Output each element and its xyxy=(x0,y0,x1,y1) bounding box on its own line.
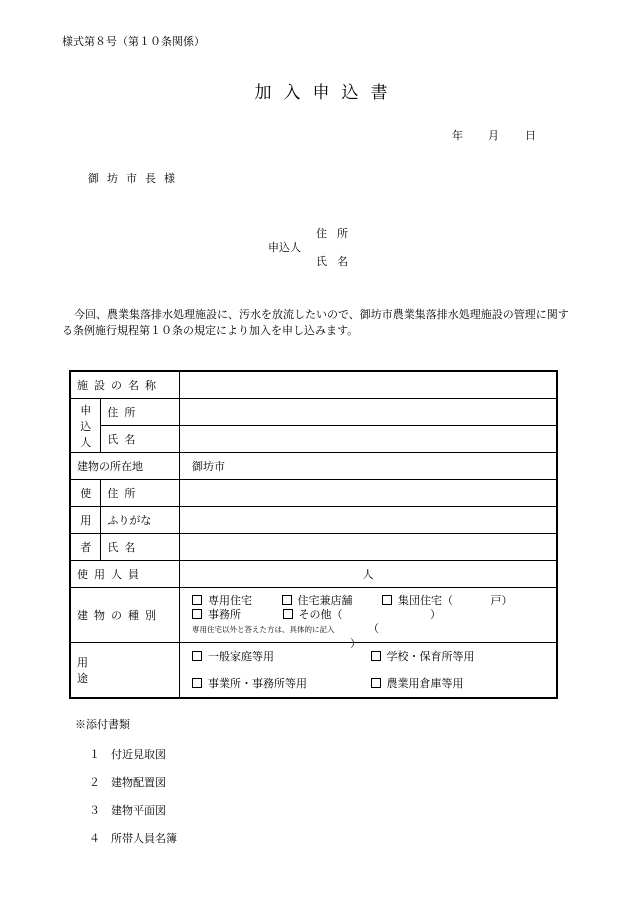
type-note: 専用住宅以外と答えた方は、具体的に記入 xyxy=(192,625,335,634)
attachment-text: 建物配置図 xyxy=(111,776,166,789)
checkbox-icon[interactable] xyxy=(371,651,381,661)
checkbox-icon[interactable] xyxy=(192,609,202,619)
option-label: 住宅兼店舗 xyxy=(297,594,353,607)
date-month-label: 月 xyxy=(488,129,499,142)
users-count-label: 使用人員 xyxy=(70,561,180,588)
attachment-item xyxy=(89,830,177,846)
side-char: 申 xyxy=(80,403,92,417)
applicant-side-label xyxy=(70,399,101,453)
user-side-char: 使 xyxy=(70,480,101,507)
checkbox-icon[interactable] xyxy=(371,678,381,688)
user-address-label: 住所 xyxy=(101,480,180,507)
applicant-address-cell-label: 住所 xyxy=(101,399,180,426)
application-table xyxy=(69,370,558,699)
user-side-char: 用 xyxy=(70,507,101,534)
building-type-row xyxy=(192,622,550,650)
usage-label-text: 用途 xyxy=(77,656,146,685)
intro-text: 今回、農業集落排水処理施設に、汚水を放流したいので、御坊市農業集落排水処理施設の管理に関する条例施行規程第１０条の規定により加入を申し込みます。 xyxy=(62,308,569,337)
option-label: 事業所・事務所等用 xyxy=(208,677,307,690)
option-dedicated-home[interactable] xyxy=(192,594,252,607)
building-type-row xyxy=(192,608,550,622)
user-furigana-field[interactable] xyxy=(180,507,558,534)
checkbox-icon[interactable] xyxy=(192,595,202,605)
usage-household[interactable] xyxy=(192,643,367,670)
note-open: （ xyxy=(368,622,379,635)
attachments-heading: ※添付書類 xyxy=(75,718,130,731)
date-day-label: 日 xyxy=(525,129,536,142)
attachment-num: ３ xyxy=(89,804,100,817)
option-label: 学校・保育所等用 xyxy=(386,650,475,663)
side-char: 人 xyxy=(80,435,92,449)
usage-business[interactable] xyxy=(192,670,367,697)
option-home-store[interactable] xyxy=(282,594,353,607)
checkbox-icon[interactable] xyxy=(282,595,292,605)
applicant-name-cell-label: 氏名 xyxy=(101,426,180,453)
building-location-label: 建物の所在地 xyxy=(70,453,180,480)
attachment-num: ２ xyxy=(89,776,100,789)
note-close: ） xyxy=(350,637,361,650)
attachment-item xyxy=(89,746,166,762)
option-label: その他（ xyxy=(298,608,343,621)
option-office[interactable] xyxy=(192,608,241,621)
option-label: 農業用倉庫等用 xyxy=(386,677,464,690)
attachment-text: 所帯人員名簿 xyxy=(111,832,177,845)
applicant-label: 申込人 xyxy=(268,241,301,254)
date-year-label: 年 xyxy=(452,129,463,142)
building-type-options xyxy=(180,588,558,650)
user-address-field[interactable] xyxy=(180,480,558,507)
building-type-label: 建物の種別 xyxy=(70,588,180,643)
attachment-item xyxy=(89,774,166,790)
form-number: 様式第８号（第１０条関係） xyxy=(62,35,205,48)
user-name-label: 氏名 xyxy=(101,534,180,561)
facility-name-field[interactable] xyxy=(180,371,558,399)
option-apartment[interactable] xyxy=(382,594,453,607)
user-side-char: 者 xyxy=(70,534,101,561)
applicant-address-field[interactable] xyxy=(180,399,558,426)
user-furigana-label: ふりがな xyxy=(101,507,180,534)
option-label: 専用住宅 xyxy=(208,594,252,607)
applicant-address-label: 住所 xyxy=(316,227,358,240)
checkbox-icon[interactable] xyxy=(382,595,392,605)
option-label: 集団住宅（ xyxy=(398,594,453,607)
attachment-text: 付近見取図 xyxy=(111,748,166,761)
usage-row xyxy=(192,643,550,670)
checkbox-icon[interactable] xyxy=(192,651,202,661)
usage-row xyxy=(192,670,550,697)
users-unit: 人 xyxy=(362,568,374,581)
usage-school[interactable] xyxy=(371,650,475,663)
attachment-item xyxy=(89,802,166,818)
applicant-name-label: 氏名 xyxy=(316,255,358,268)
applicant-name-field[interactable] xyxy=(180,426,558,453)
attachment-num: ４ xyxy=(89,832,100,845)
attachment-num: １ xyxy=(89,748,100,761)
facility-name-label: 施設の名称 xyxy=(70,371,180,399)
building-location-field[interactable]: 御坊市 xyxy=(180,453,558,480)
checkbox-icon[interactable] xyxy=(283,609,293,619)
option-label: 一般家庭等用 xyxy=(208,650,274,663)
option-label: 事務所 xyxy=(208,608,241,621)
users-count-field[interactable] xyxy=(180,561,558,588)
usage-options xyxy=(180,643,558,699)
other-close: ） xyxy=(430,608,441,621)
side-char: 込 xyxy=(80,419,92,433)
apartment-unit: 戸） xyxy=(490,594,513,607)
option-other[interactable] xyxy=(283,608,343,621)
user-name-field[interactable] xyxy=(180,534,558,561)
checkbox-icon[interactable] xyxy=(192,678,202,688)
attachment-text: 建物平面図 xyxy=(111,804,166,817)
addressee: 御坊市長様 xyxy=(88,172,183,185)
page-title: 加入申込書 xyxy=(254,83,400,103)
usage-label xyxy=(70,643,180,699)
usage-farm[interactable] xyxy=(371,677,464,690)
building-type-row xyxy=(192,594,550,608)
